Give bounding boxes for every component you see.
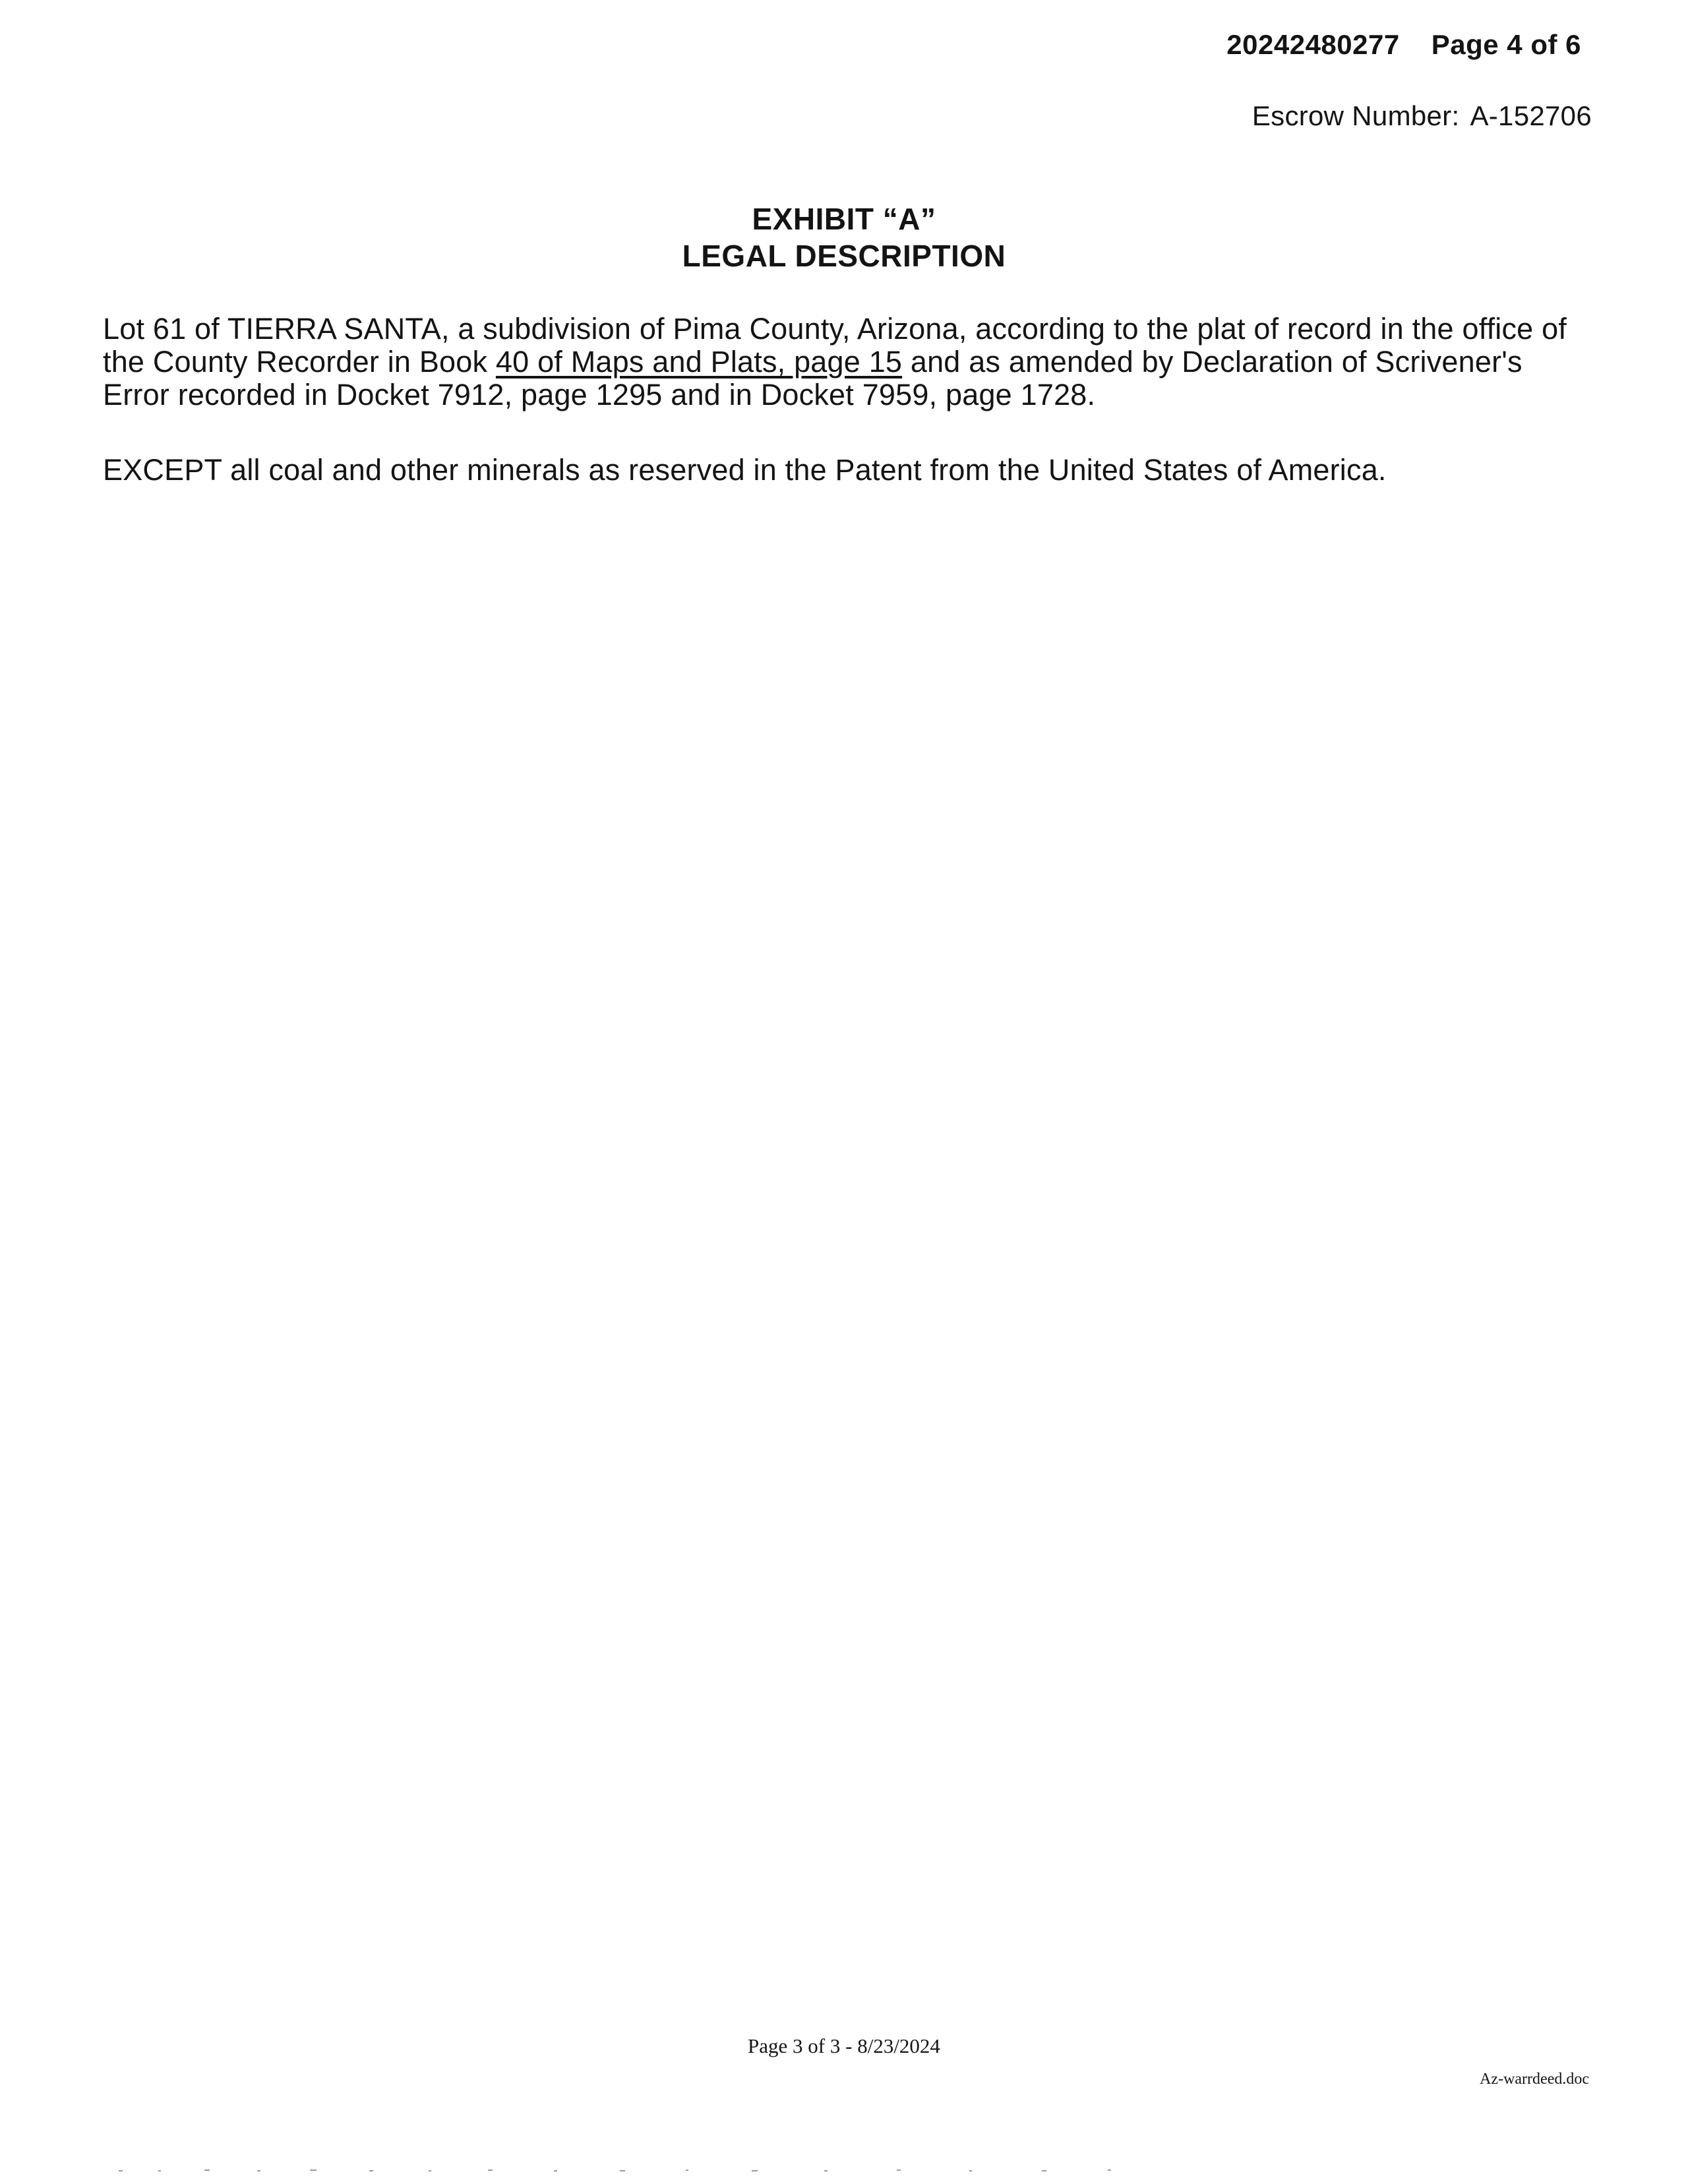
page-indicator: Page 4 of 6	[1431, 29, 1581, 60]
escrow-label: Escrow Number:	[1251, 100, 1460, 131]
escrow-value: A-152706	[1470, 100, 1592, 131]
scan-artifact	[119, 2168, 1147, 2173]
legal-description-paragraph	[103, 313, 1593, 411]
paragraph-text-after: and as amended by Declaration of Scrivener's Error recorded in Docket 7912, page 1295 and in Docket 7959, page 1728.	[103, 345, 1522, 411]
exhibit-title: EXHIBIT “A”	[752, 202, 936, 236]
footer-page-info: Page 3 of 3 - 8/23/2024	[748, 2034, 940, 2057]
exhibit-heading	[0, 200, 1688, 274]
mineral-exception-paragraph: EXCEPT all coal and other minerals as reserved in the Patent from the United States of America.	[103, 453, 1387, 487]
footer-document-name: Az-warrdeed.doc	[1480, 2071, 1589, 2088]
escrow-number	[1252, 100, 1592, 132]
legal-description-title: LEGAL DESCRIPTION	[682, 239, 1006, 273]
recording-header	[1226, 29, 1581, 61]
book-reference: 40 of Maps and Plats, page 15	[495, 345, 903, 379]
paragraph-text-before: Lot 61 of TIERRA SANTA, a subdivision of Pima County, Arizona, according to the plat of record in the office of the County Recorder in Book	[103, 312, 1567, 379]
recording-number: 20242480277	[1226, 29, 1400, 60]
